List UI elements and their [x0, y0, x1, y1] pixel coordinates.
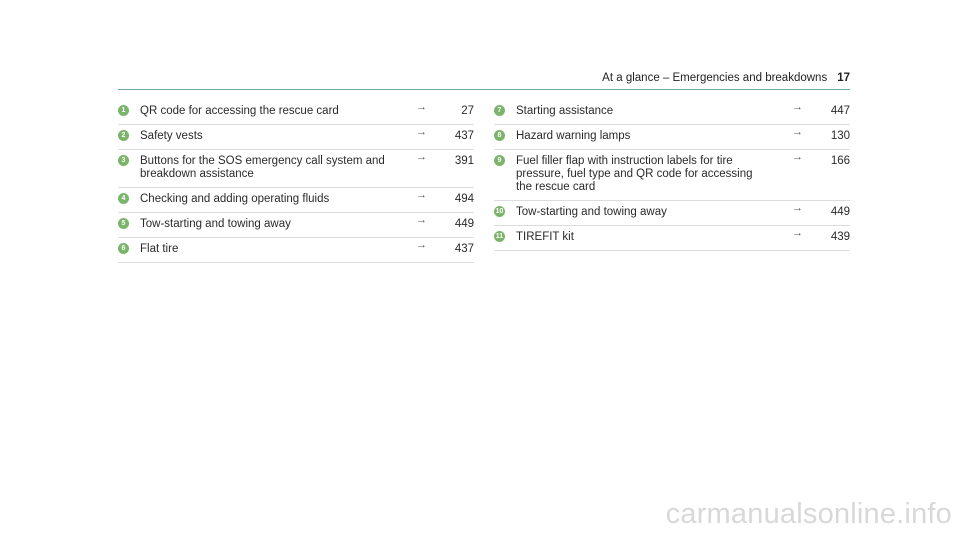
- page-reference-link[interactable]: 166: [830, 155, 850, 167]
- item-label: Fuel filler flap with instruction labels for tire pressure, fuel type and QR code for accessing the rescue card: [516, 155, 753, 193]
- arrow-icon: →: [416, 101, 427, 113]
- legend-list-right: [494, 100, 850, 251]
- item-number-badge: 11: [495, 233, 504, 240]
- item-number-badge: 3: [118, 155, 129, 166]
- item-label: Flat tire: [140, 243, 179, 255]
- item-label: Hazard warning lamps: [516, 130, 631, 142]
- header-rule: [118, 89, 850, 90]
- arrow-icon: →: [416, 151, 427, 163]
- section-title: At a glance – Emergencies and breakdowns: [602, 72, 828, 84]
- item-label: Starting assistance: [516, 105, 614, 117]
- item-label: QR code for accessing the rescue card: [140, 105, 339, 117]
- page-reference-link[interactable]: 449: [830, 206, 850, 218]
- page-reference-link[interactable]: 447: [830, 105, 850, 117]
- arrow-icon: →: [416, 126, 427, 138]
- item-number-badge: 5: [118, 218, 129, 229]
- legend-list-left: [118, 100, 474, 263]
- arrow-icon: →: [792, 126, 803, 138]
- item-label: Buttons for the SOS emergency call system and breakdown assistance: [140, 155, 385, 180]
- list-item: [118, 238, 474, 263]
- item-number-badge: 6: [118, 243, 129, 254]
- page-reference-link[interactable]: 130: [830, 130, 850, 142]
- arrow-icon: →: [792, 151, 803, 163]
- list-item: [118, 188, 474, 213]
- item-number-badge: 4: [118, 193, 129, 204]
- list-item: [118, 100, 474, 125]
- arrow-icon: →: [792, 202, 803, 214]
- item-number-badge: 10: [495, 208, 504, 215]
- list-item: [118, 213, 474, 238]
- list-item: [494, 150, 850, 201]
- running-head: [602, 72, 850, 84]
- item-number-badge: 9: [494, 155, 505, 166]
- item-label: TIREFIT kit: [516, 231, 574, 243]
- arrow-icon: →: [416, 239, 427, 251]
- page-reference-link[interactable]: 437: [454, 130, 474, 142]
- page-reference-link[interactable]: 27: [461, 105, 474, 117]
- list-item: [494, 125, 850, 150]
- list-item: [494, 100, 850, 125]
- page-number: 17: [837, 72, 850, 84]
- arrow-icon: →: [416, 214, 427, 226]
- arrow-icon: →: [792, 101, 803, 113]
- item-label: Tow-starting and towing away: [516, 206, 667, 218]
- list-item: [118, 150, 474, 188]
- watermark: carmanualsonline.info: [665, 498, 952, 530]
- page-reference-link[interactable]: 449: [454, 218, 474, 230]
- page-reference-link[interactable]: 439: [830, 231, 850, 243]
- arrow-icon: →: [792, 227, 803, 239]
- page-reference-link[interactable]: 391: [454, 155, 474, 167]
- item-number-badge: 7: [494, 105, 505, 116]
- item-number-badge: 1: [118, 105, 129, 116]
- page-reference-link[interactable]: 437: [454, 243, 474, 255]
- item-number-badge: 8: [494, 130, 505, 141]
- list-item: [118, 125, 474, 150]
- item-number-badge: 2: [118, 130, 129, 141]
- item-label: Checking and adding operating fluids: [140, 193, 330, 205]
- list-item: [494, 226, 850, 251]
- item-label: Safety vests: [140, 130, 203, 142]
- item-label: Tow-starting and towing away: [140, 218, 291, 230]
- page-reference-link[interactable]: 494: [454, 193, 474, 205]
- arrow-icon: →: [416, 189, 427, 201]
- list-item: [494, 201, 850, 226]
